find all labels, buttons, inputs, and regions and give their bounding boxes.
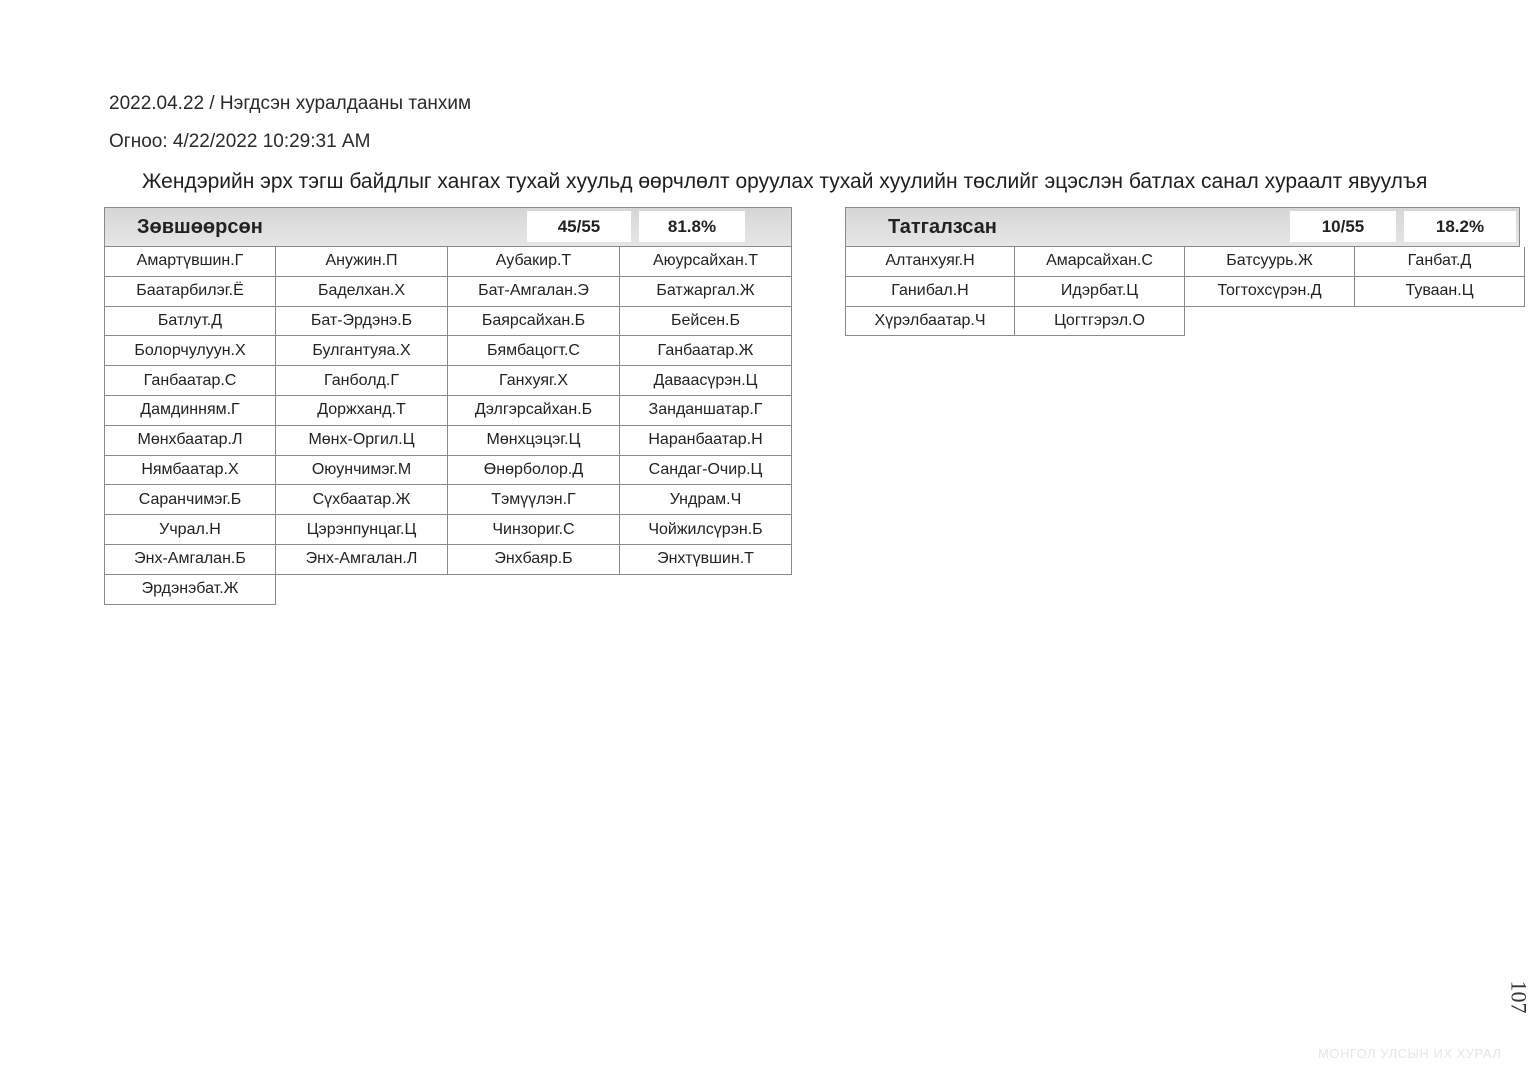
approved-name-cell: Мөнхцэцэг.Ц: [448, 426, 620, 456]
rejected-name-cell: Алтанхуяг.Н: [845, 247, 1015, 277]
approved-name-cell: Ганбаатар.С: [104, 366, 276, 396]
approved-percent: 81.8%: [639, 211, 745, 242]
approved-name-cell: Мөнх-Оргил.Ц: [276, 426, 448, 456]
approved-name-cell: Ганхуяг.Х: [448, 366, 620, 396]
approved-name-cell: Булгантуяа.Х: [276, 336, 448, 366]
approved-name-cell: Амартүвшин.Г: [104, 247, 276, 277]
approved-name-cell: Энх-Амгалан.Б: [104, 545, 276, 575]
approved-name-cell: Мөнхбаатар.Л: [104, 426, 276, 456]
approved-name-cell: Болорчулуун.Х: [104, 336, 276, 366]
approved-name-cell: Наранбаатар.Н: [620, 426, 792, 456]
approved-name-cell: Аюурсайхан.Т: [620, 247, 792, 277]
rejected-name-cell: Амарсайхан.С: [1015, 247, 1185, 277]
rejected-name-cell: Хүрэлбаатар.Ч: [845, 307, 1015, 337]
watermark: МОНГОЛ УЛСЫН ИХ ХУРАЛ: [1318, 1046, 1502, 1061]
rejected-percent: 18.2%: [1404, 211, 1516, 242]
approved-name-cell: Саранчимэг.Б: [104, 485, 276, 515]
rejected-name-cell: Ганибал.Н: [845, 277, 1015, 307]
rejected-label: Татгалзсан: [888, 216, 997, 238]
rejected-name-cell: Туваан.Ц: [1355, 277, 1525, 307]
approved-name-cell: Өнөрболор.Д: [448, 456, 620, 486]
approved-name-cell: Сандаг-Очир.Ц: [620, 456, 792, 486]
rejected-header: [845, 207, 1520, 247]
approved-name-cell: Бямбацогт.С: [448, 336, 620, 366]
approved-name-cell: Ганболд.Г: [276, 366, 448, 396]
approved-name-cell: Оюунчимэг.М: [276, 456, 448, 486]
approved-name-cell: Батжаргал.Ж: [620, 277, 792, 307]
approved-name-cell: Энхтүвшин.Т: [620, 545, 792, 575]
approved-name-cell: Ганбаатар.Ж: [620, 336, 792, 366]
approved-name-cell: Тэмүүлэн.Г: [448, 485, 620, 515]
approved-name-cell: Нямбаатар.Х: [104, 456, 276, 486]
date-line: Огноо: 4/22/2022 10:29:31 AM: [109, 131, 371, 152]
approved-name-cell: Дэлгэрсайхан.Б: [448, 396, 620, 426]
approved-name-cell: Батлут.Д: [104, 307, 276, 337]
session-line: 2022.04.22 / Нэгдсэн хуралдааны танхим: [109, 93, 472, 114]
approved-name-cell: Бат-Амгалан.Э: [448, 277, 620, 307]
rejected-name-cell: Батсуурь.Ж: [1185, 247, 1355, 277]
approved-label: Зөвшөөрсөн: [137, 216, 263, 238]
approved-name-cell: Даваасүрэн.Ц: [620, 366, 792, 396]
page-number: 107: [1506, 980, 1532, 1014]
rejected-section: [845, 207, 1520, 336]
approved-name-cell: Бейсен.Б: [620, 307, 792, 337]
approved-name-cell: Анужин.П: [276, 247, 448, 277]
approved-name-cell: Бат-Эрдэнэ.Б: [276, 307, 448, 337]
approved-name-cell: Дамдинням.Г: [104, 396, 276, 426]
approved-name-cell: Аубакир.Т: [448, 247, 620, 277]
approved-name-cell: Цэрэнпунцаг.Ц: [276, 515, 448, 545]
approved-name-cell: Энхбаяр.Б: [448, 545, 620, 575]
approved-name-cell: Сүхбаатар.Ж: [276, 485, 448, 515]
approved-name-cell: Баярсайхан.Б: [448, 307, 620, 337]
approved-section: [104, 207, 792, 605]
approved-name-cell: Эрдэнэбат.Ж: [104, 575, 276, 605]
rejected-names-table: [845, 247, 1520, 336]
approved-name-cell: Баатарбилэг.Ё: [104, 277, 276, 307]
rejected-name-cell: Идэрбат.Ц: [1015, 277, 1185, 307]
approved-name-cell: Учрал.Н: [104, 515, 276, 545]
rejected-name-cell: Ганбат.Д: [1355, 247, 1525, 277]
rejected-count: 10/55: [1290, 211, 1396, 242]
approved-names-table: [104, 247, 792, 605]
approved-name-cell: Ундрам.Ч: [620, 485, 792, 515]
approved-name-cell: Чинзориг.С: [448, 515, 620, 545]
approved-name-cell: Баделхан.Х: [276, 277, 448, 307]
approved-name-cell: Чойжилсүрэн.Б: [620, 515, 792, 545]
rejected-name-cell: Тогтохсүрэн.Д: [1185, 277, 1355, 307]
motion-title: Жендэрийн эрх тэгш байдлыг хангах тухай хуульд өөрчлөлт оруулах тухай хуулийн төслийг эцэслэн батлах санал хураалт явуулъя: [142, 170, 1428, 193]
rejected-name-cell: Цогтгэрэл.О: [1015, 307, 1185, 337]
approved-name-cell: Энх-Амгалан.Л: [276, 545, 448, 575]
approved-name-cell: Доржханд.Т: [276, 396, 448, 426]
approved-name-cell: Занданшатар.Г: [620, 396, 792, 426]
approved-header: [104, 207, 792, 247]
approved-count: 45/55: [527, 211, 631, 242]
